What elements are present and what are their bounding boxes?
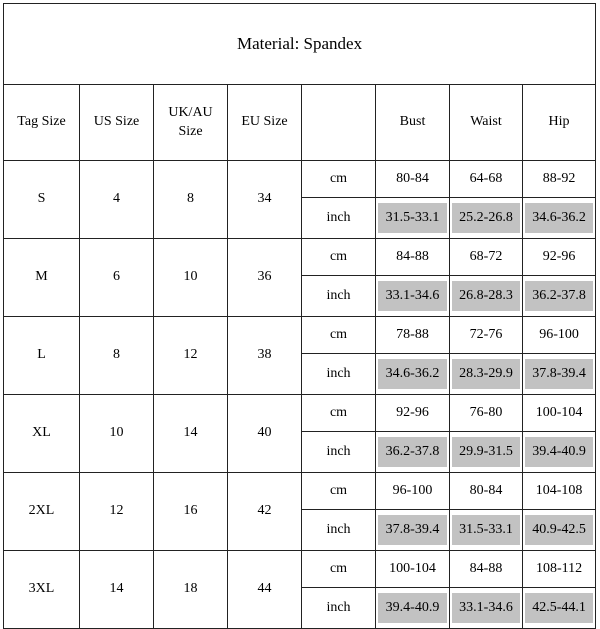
- waist-inch-value: 26.8-28.3: [452, 281, 520, 311]
- bust-inch-value: 39.4-40.9: [378, 593, 447, 623]
- hip-cm-cell: 92-96: [523, 239, 596, 276]
- bust-inch-cell: [376, 198, 450, 239]
- bust-inch-value: 37.8-39.4: [378, 515, 447, 545]
- hip-inch-value: 39.4-40.9: [525, 437, 593, 467]
- header-uk-au-size: UK/AU Size: [154, 85, 228, 161]
- bust-cm-cell: 84-88: [376, 239, 450, 276]
- hip-inch-cell: [523, 510, 596, 551]
- us-size-cell: 6: [80, 239, 154, 317]
- hip-inch-value: 36.2-37.8: [525, 281, 593, 311]
- hip-inch-cell: [523, 276, 596, 317]
- tag-size-cell: S: [4, 161, 80, 239]
- size-row-cm: [4, 473, 596, 510]
- unit-cm-cell: cm: [302, 239, 376, 276]
- tag-size-cell: L: [4, 317, 80, 395]
- waist-inch-cell: [450, 432, 523, 473]
- uk-au-size-cell: 8: [154, 161, 228, 239]
- hip-inch-value: 34.6-36.2: [525, 203, 593, 233]
- waist-inch-value: 25.2-26.8: [452, 203, 520, 233]
- bust-inch-cell: [376, 432, 450, 473]
- hip-cm-cell: 96-100: [523, 317, 596, 354]
- unit-cm-cell: cm: [302, 473, 376, 510]
- waist-inch-value: 31.5-33.1: [452, 515, 520, 545]
- waist-cm-cell: 76-80: [450, 395, 523, 432]
- eu-size-cell: 42: [228, 473, 302, 551]
- us-size-cell: 4: [80, 161, 154, 239]
- header-row: [4, 85, 596, 161]
- tag-size-cell: 3XL: [4, 551, 80, 629]
- waist-inch-value: 33.1-34.6: [452, 593, 520, 623]
- eu-size-cell: 36: [228, 239, 302, 317]
- bust-inch-value: 33.1-34.6: [378, 281, 447, 311]
- hip-cm-cell: 88-92: [523, 161, 596, 198]
- size-row-cm: [4, 317, 596, 354]
- size-row-cm: [4, 551, 596, 588]
- header-us-size: US Size: [80, 85, 154, 161]
- eu-size-cell: 34: [228, 161, 302, 239]
- header-tag-size: Tag Size: [4, 85, 80, 161]
- size-row-cm: [4, 161, 596, 198]
- bust-cm-cell: 100-104: [376, 551, 450, 588]
- header-bust: Bust: [376, 85, 450, 161]
- waist-inch-cell: [450, 276, 523, 317]
- waist-inch-cell: [450, 354, 523, 395]
- hip-cm-cell: 104-108: [523, 473, 596, 510]
- eu-size-cell: 44: [228, 551, 302, 629]
- tag-size-cell: XL: [4, 395, 80, 473]
- waist-inch-value: 29.9-31.5: [452, 437, 520, 467]
- hip-inch-cell: [523, 198, 596, 239]
- us-size-cell: 8: [80, 317, 154, 395]
- bust-cm-cell: 92-96: [376, 395, 450, 432]
- unit-inch-cell: inch: [302, 432, 376, 473]
- unit-inch-cell: inch: [302, 276, 376, 317]
- size-row-cm: [4, 395, 596, 432]
- hip-inch-cell: [523, 588, 596, 629]
- tag-size-cell: 2XL: [4, 473, 80, 551]
- bust-inch-cell: [376, 276, 450, 317]
- eu-size-cell: 40: [228, 395, 302, 473]
- unit-cm-cell: cm: [302, 161, 376, 198]
- bust-cm-cell: 78-88: [376, 317, 450, 354]
- uk-au-size-cell: 18: [154, 551, 228, 629]
- bust-inch-cell: [376, 354, 450, 395]
- uk-au-size-cell: 10: [154, 239, 228, 317]
- unit-cm-cell: cm: [302, 317, 376, 354]
- hip-inch-cell: [523, 432, 596, 473]
- bust-cm-cell: 80-84: [376, 161, 450, 198]
- uk-au-size-cell: 14: [154, 395, 228, 473]
- unit-inch-cell: inch: [302, 198, 376, 239]
- uk-au-size-cell: 12: [154, 317, 228, 395]
- size-row-cm: [4, 239, 596, 276]
- bust-inch-value: 36.2-37.8: [378, 437, 447, 467]
- waist-inch-value: 28.3-29.9: [452, 359, 520, 389]
- waist-cm-cell: 80-84: [450, 473, 523, 510]
- header-unit: [302, 85, 376, 161]
- unit-cm-cell: cm: [302, 395, 376, 432]
- bust-inch-cell: [376, 588, 450, 629]
- hip-cm-cell: 108-112: [523, 551, 596, 588]
- waist-inch-cell: [450, 510, 523, 551]
- bust-inch-value: 34.6-36.2: [378, 359, 447, 389]
- size-chart: [3, 3, 595, 615]
- waist-inch-cell: [450, 588, 523, 629]
- waist-cm-cell: 72-76: [450, 317, 523, 354]
- hip-inch-cell: [523, 354, 596, 395]
- header-eu-size: EU Size: [228, 85, 302, 161]
- unit-inch-cell: inch: [302, 588, 376, 629]
- us-size-cell: 12: [80, 473, 154, 551]
- tag-size-cell: M: [4, 239, 80, 317]
- material-title: Material: Spandex: [4, 4, 596, 85]
- waist-inch-cell: [450, 198, 523, 239]
- unit-cm-cell: cm: [302, 551, 376, 588]
- uk-au-size-cell: 16: [154, 473, 228, 551]
- hip-inch-value: 40.9-42.5: [525, 515, 593, 545]
- header-hip: Hip: [523, 85, 596, 161]
- bust-cm-cell: 96-100: [376, 473, 450, 510]
- unit-inch-cell: inch: [302, 510, 376, 551]
- unit-inch-cell: inch: [302, 354, 376, 395]
- header-waist: Waist: [450, 85, 523, 161]
- us-size-cell: 14: [80, 551, 154, 629]
- hip-inch-value: 42.5-44.1: [525, 593, 593, 623]
- hip-inch-value: 37.8-39.4: [525, 359, 593, 389]
- size-table: [3, 3, 596, 629]
- us-size-cell: 10: [80, 395, 154, 473]
- waist-cm-cell: 68-72: [450, 239, 523, 276]
- bust-inch-value: 31.5-33.1: [378, 203, 447, 233]
- bust-inch-cell: [376, 510, 450, 551]
- waist-cm-cell: 64-68: [450, 161, 523, 198]
- hip-cm-cell: 100-104: [523, 395, 596, 432]
- eu-size-cell: 38: [228, 317, 302, 395]
- waist-cm-cell: 84-88: [450, 551, 523, 588]
